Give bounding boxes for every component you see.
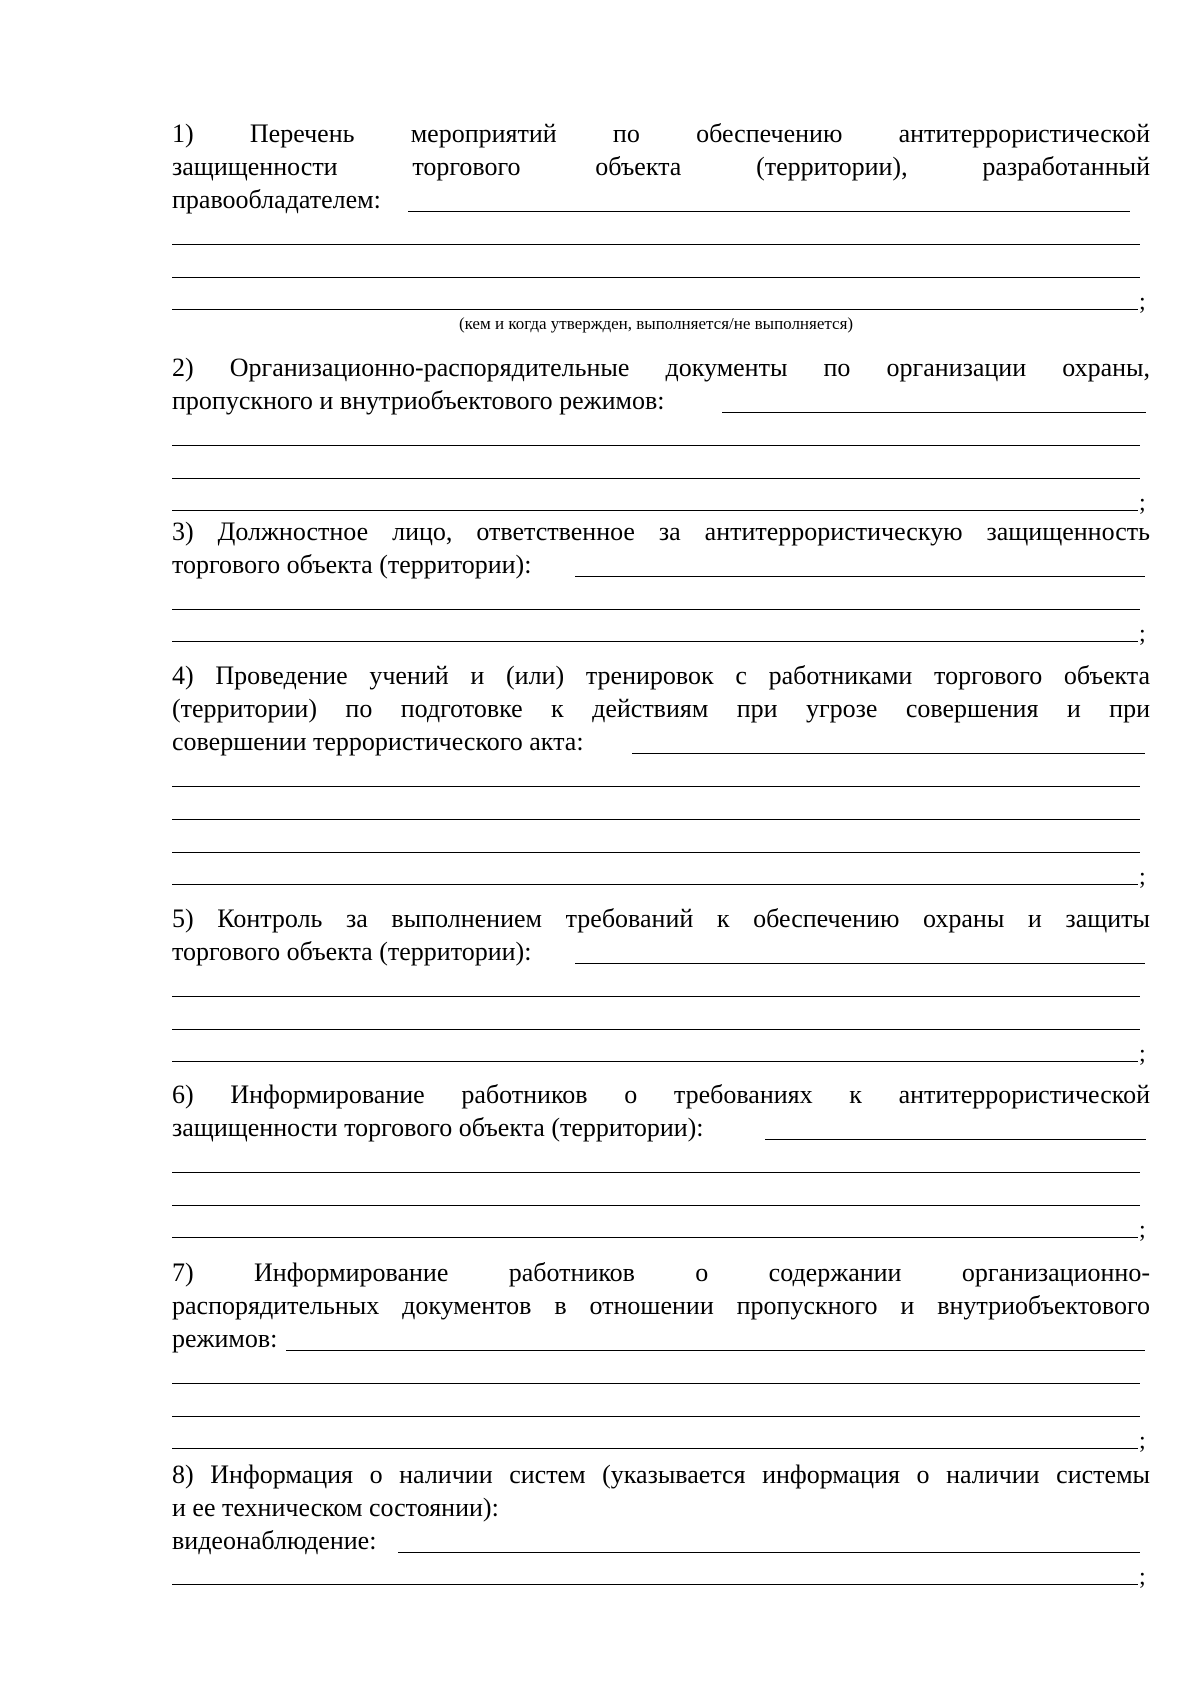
section-1-caption: (кем и когда утвержден, выполняется/не выполняется) <box>458 314 854 333</box>
section-3-line-2: торгового объекта (территории): <box>172 550 532 579</box>
section-1-answer-line[interactable] <box>172 277 1140 278</box>
section-7-answer-line[interactable] <box>172 1383 1140 1384</box>
section-8-line-2: и ее техническом состоянии): <box>172 1493 499 1522</box>
section-8-line-1: 8) Информация о наличии систем (указывается информация о наличии системы <box>172 1460 1150 1489</box>
section-2-terminator: ; <box>1139 490 1146 516</box>
section-2-line-2: пропускного и внутриобъектового режимов: <box>172 386 665 415</box>
section-5-line-2: торгового объекта (территории): <box>172 937 532 966</box>
section-1-terminator: ; <box>1139 289 1146 315</box>
section-8-answer-line[interactable] <box>172 1584 1138 1585</box>
section-6-line-2: защищенности торгового объекта (территории): <box>172 1113 704 1142</box>
section-6-answer-line[interactable] <box>172 1237 1138 1238</box>
section-8-video-surveillance-field[interactable] <box>398 1552 1140 1553</box>
section-2-line-1: 2) Организационно-распорядительные документы по организации охраны, <box>172 353 1150 382</box>
section-6-answer-line[interactable] <box>172 1172 1140 1173</box>
section-7-line-3: режимов: <box>172 1324 278 1353</box>
section-5-line-1: 5) Контроль за выполнением требований к обеспечению охраны и защиты <box>172 904 1150 933</box>
section-1-answer-line[interactable] <box>172 244 1140 245</box>
section-6-terminator: ; <box>1139 1217 1146 1243</box>
section-4-terminator: ; <box>1139 864 1146 890</box>
section-3-answer-line[interactable] <box>172 641 1138 642</box>
section-4-answer-line[interactable] <box>172 852 1140 853</box>
section-1-line-1: 1) Перечень мероприятий по обеспечению антитеррористической <box>172 119 1150 148</box>
section-6-line-1: 6) Информирование работников о требованиях к антитеррористической <box>172 1080 1150 1109</box>
section-4-answer-line[interactable] <box>172 884 1138 885</box>
section-7-answer-line[interactable] <box>172 1448 1138 1449</box>
section-4-answer-field[interactable] <box>632 753 1145 754</box>
section-2-answer-line[interactable] <box>172 478 1140 479</box>
section-7-line-1: 7) Информирование работников о содержании организационно- <box>172 1258 1150 1287</box>
section-6-answer-field[interactable] <box>765 1139 1146 1140</box>
section-5-answer-field[interactable] <box>575 963 1145 964</box>
section-4-answer-line[interactable] <box>172 819 1140 820</box>
section-1-line-3: правообладателем: <box>172 185 381 214</box>
section-7-answer-line[interactable] <box>172 1416 1140 1417</box>
section-5-answer-line[interactable] <box>172 1061 1138 1062</box>
section-4-line-3: совершении террористического акта: <box>172 727 584 756</box>
section-8-line-3: видеонаблюдение: <box>172 1526 377 1555</box>
section-6-answer-line[interactable] <box>172 1205 1140 1206</box>
section-3-answer-field[interactable] <box>575 576 1145 577</box>
section-7-answer-field[interactable] <box>286 1350 1145 1351</box>
section-5-answer-line[interactable] <box>172 996 1140 997</box>
section-1-answer-field[interactable] <box>408 211 1130 212</box>
section-8-terminator: ; <box>1139 1564 1146 1590</box>
section-2-answer-line[interactable] <box>172 510 1138 511</box>
section-4-line-1: 4) Проведение учений и (или) тренировок с работниками торгового объекта <box>172 661 1150 690</box>
section-1-line-2: защищенности торгового объекта (территории), разработанный <box>172 152 1150 181</box>
section-5-answer-line[interactable] <box>172 1029 1140 1030</box>
section-4-answer-line[interactable] <box>172 786 1140 787</box>
section-2-answer-line[interactable] <box>172 445 1140 446</box>
section-7-line-2: распорядительных документов в отношении пропускного и внутриобъектового <box>172 1291 1150 1320</box>
section-7-terminator: ; <box>1139 1428 1146 1454</box>
section-4-line-2: (территории) по подготовке к действиям при угрозе совершения и при <box>172 694 1150 723</box>
section-3-line-1: 3) Должностное лицо, ответственное за антитеррористическую защищенность <box>172 517 1150 546</box>
section-5-terminator: ; <box>1139 1041 1146 1067</box>
section-1-answer-line[interactable] <box>172 309 1138 310</box>
section-2-answer-field[interactable] <box>722 412 1146 413</box>
section-3-terminator: ; <box>1139 621 1146 647</box>
section-3-answer-line[interactable] <box>172 609 1140 610</box>
